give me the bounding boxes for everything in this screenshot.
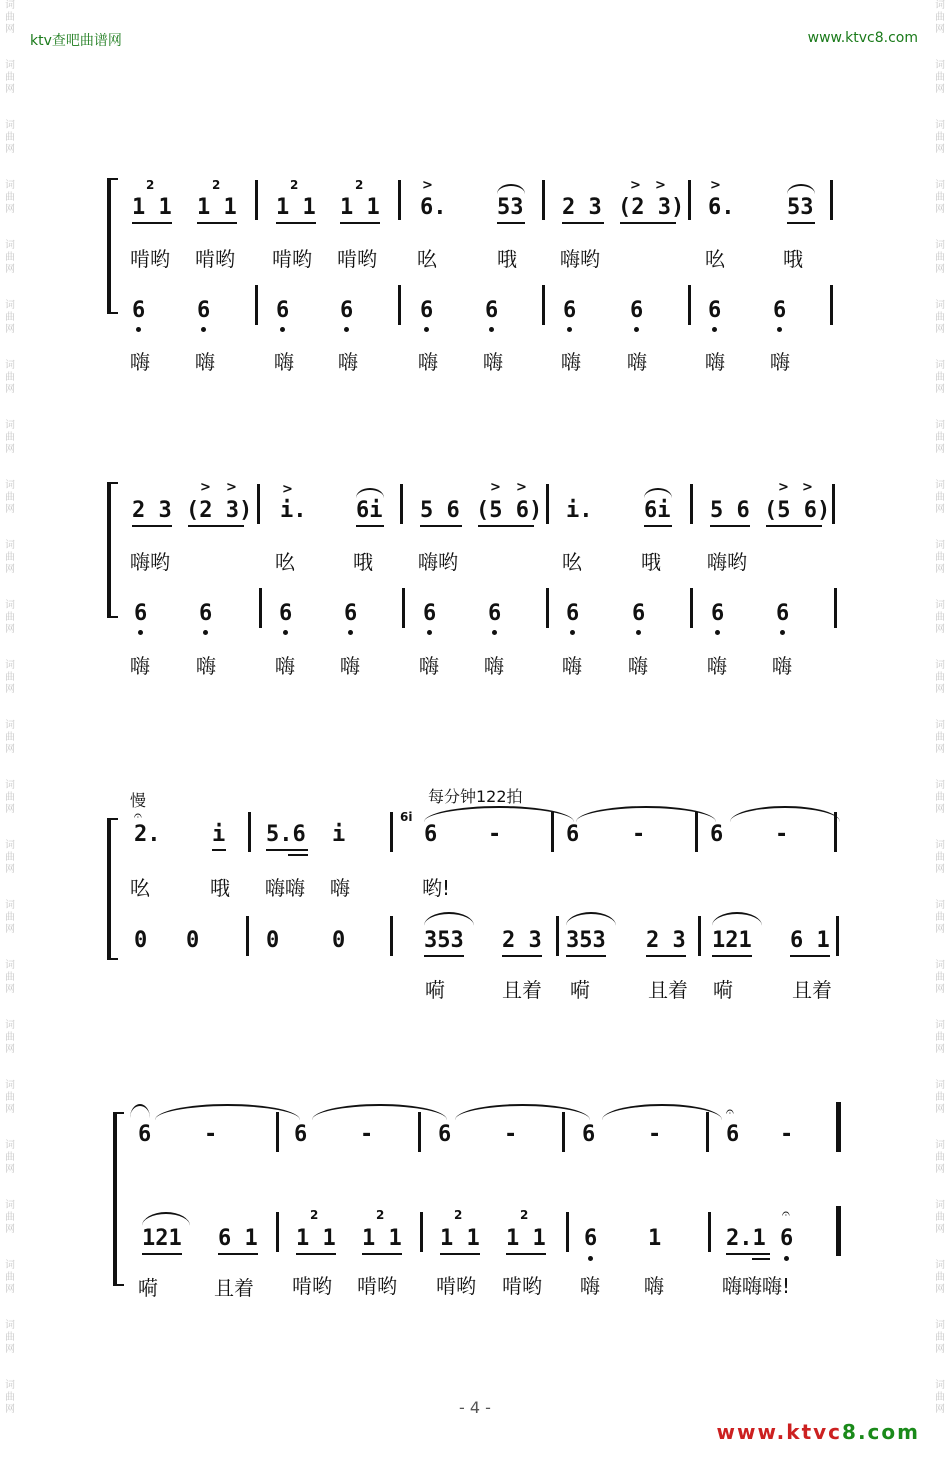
footer-logo-part2: 8.com — [842, 1420, 920, 1444]
lyric: 嗨 — [644, 1274, 664, 1298]
lyric: 且着 — [792, 978, 832, 1002]
final-barline — [836, 1206, 841, 1256]
lyric: 嗬 — [570, 978, 590, 1002]
tie — [602, 1104, 722, 1120]
watermark-text: 词曲网 — [935, 1320, 945, 1355]
note: 6 — [488, 601, 502, 626]
note: 53 — [787, 195, 814, 220]
note: 53 — [497, 195, 524, 220]
note: - — [360, 1122, 374, 1147]
note: 5 6 — [420, 498, 460, 523]
grace-note: 2 — [454, 1208, 463, 1222]
watermark-text: 词曲网 — [935, 300, 945, 335]
note: 1 1 — [276, 195, 316, 220]
note: 6 — [780, 1226, 794, 1251]
lyric: 嗨哟 — [130, 550, 170, 574]
note: 6 — [294, 1122, 308, 1147]
lyric: 嗨嗨嗨! — [722, 1274, 791, 1298]
note: 1 — [648, 1226, 662, 1251]
lyric: 嗬 — [138, 1276, 158, 1300]
note: 6 — [632, 601, 646, 626]
watermark-text: 词曲网 — [5, 720, 15, 755]
note: 5 6 — [710, 498, 750, 523]
watermark-text: 词曲网 — [5, 840, 15, 875]
lyric: 嗨 — [275, 654, 295, 678]
barline — [420, 1212, 423, 1252]
barline — [708, 1212, 711, 1252]
note: 1 1 — [296, 1226, 336, 1251]
lyric: 且着 — [648, 978, 688, 1002]
watermark-text: 词曲网 — [5, 1140, 15, 1175]
tempo-mark: 慢 — [130, 791, 147, 810]
grace-note: 2 — [146, 178, 155, 192]
grace-note: 2 — [290, 178, 299, 192]
lyric: 哦 — [641, 550, 661, 574]
lyric: 啃哟 — [357, 1274, 397, 1298]
watermark-text: 词曲网 — [5, 1200, 15, 1235]
note: (2 3) — [186, 498, 253, 523]
note: 6 — [563, 298, 577, 323]
tie — [130, 1104, 150, 1118]
accent-mark: > — [655, 178, 666, 193]
note: 6 — [708, 298, 722, 323]
note: 6 1 — [790, 928, 830, 953]
final-barline — [836, 1102, 841, 1152]
tie — [312, 1104, 447, 1120]
note: 1 1 — [440, 1226, 480, 1251]
note: 6 — [584, 1226, 598, 1251]
site-url[interactable]: www.ktvc8.com — [807, 30, 918, 46]
note: 121 — [712, 928, 752, 953]
watermark-text: 词曲网 — [935, 0, 945, 35]
lyric: 嗨哟 — [560, 247, 600, 271]
watermark-text: 词曲网 — [5, 300, 15, 335]
watermark-text: 词曲网 — [5, 420, 15, 455]
note: 6 — [420, 298, 434, 323]
lyric: 嗬 — [425, 978, 445, 1002]
note: 6. — [708, 195, 735, 220]
lyric: 嗨 — [483, 350, 503, 374]
note: 6 — [340, 298, 354, 323]
note: 6 — [424, 822, 438, 847]
lyric: 吆 — [417, 247, 437, 271]
note: i. — [566, 498, 593, 523]
watermark-text: 词曲网 — [935, 360, 945, 395]
note: 1 1 — [197, 195, 237, 220]
watermark-text: 词曲网 — [935, 1140, 945, 1175]
note: 2 3 — [646, 928, 686, 953]
site-name: ktv查吧曲谱网 — [30, 33, 122, 49]
grace-note: 2 — [355, 178, 364, 192]
note: 6 — [776, 601, 790, 626]
note: - — [780, 1122, 794, 1147]
accent-mark: > — [710, 178, 721, 193]
note: 6. — [420, 195, 447, 220]
watermark-text: 词曲网 — [5, 540, 15, 575]
note: 1 1 — [340, 195, 380, 220]
note: 0 — [332, 928, 346, 953]
lyric: 嗨 — [130, 654, 150, 678]
watermark-text: 词曲网 — [5, 780, 15, 815]
watermark-text: 词曲网 — [935, 720, 945, 755]
lyric: 吆 — [705, 247, 725, 271]
lyric: 嗨哟 — [418, 550, 458, 574]
note: 6 — [344, 601, 358, 626]
note: 0 — [134, 928, 148, 953]
low-octave-dot — [588, 1256, 593, 1261]
note: - — [504, 1122, 518, 1147]
note: 6 — [279, 601, 293, 626]
note: (5 6) — [476, 498, 543, 523]
note: 2 3 — [502, 928, 542, 953]
note: 2 3 — [562, 195, 602, 220]
lyric: 哦 — [783, 247, 803, 271]
note: 353 — [424, 928, 464, 953]
note: - — [648, 1122, 662, 1147]
underline — [218, 1253, 258, 1255]
underline — [752, 1258, 770, 1260]
lyric: 嗨 — [419, 654, 439, 678]
watermark-text: 词曲网 — [935, 120, 945, 155]
note: 6 — [566, 822, 580, 847]
note: (2 3) — [618, 195, 685, 220]
note: 6 — [134, 601, 148, 626]
note: 6 — [197, 298, 211, 323]
note: 353 — [566, 928, 606, 953]
watermark-text: 词曲网 — [935, 180, 945, 215]
fermata: 𝄐 — [726, 1104, 734, 1120]
lyric: 嗨 — [561, 350, 581, 374]
note: i — [332, 822, 346, 847]
underline — [362, 1253, 402, 1255]
watermark-text: 词曲网 — [5, 480, 15, 515]
lyric: 啃哟 — [195, 247, 235, 271]
note: 1 1 — [362, 1226, 402, 1251]
lyric: 啃哟 — [436, 1274, 476, 1298]
watermark-text: 词曲网 — [5, 600, 15, 635]
watermark-text: 词曲网 — [935, 1260, 945, 1295]
note: 6i — [356, 498, 383, 523]
lyric: 嗨 — [330, 876, 350, 900]
lyric: 啃哟 — [337, 247, 377, 271]
grace-note: 2 — [376, 1208, 385, 1222]
watermark-text: 词曲网 — [5, 240, 15, 275]
watermark-text: 词曲网 — [5, 120, 15, 155]
note: 6 — [423, 601, 437, 626]
note: 6 — [630, 298, 644, 323]
underline — [142, 1253, 182, 1255]
lyric: 啃哟 — [502, 1274, 542, 1298]
note: - — [775, 822, 789, 847]
accent-mark: > — [778, 480, 789, 495]
lyric: 吆 — [275, 550, 295, 574]
watermark-text: 词曲网 — [5, 1020, 15, 1055]
watermark-text: 词曲网 — [5, 900, 15, 935]
lyric: 嗨 — [196, 654, 216, 678]
lyric: 啃哟 — [130, 247, 170, 271]
note: 6 — [485, 298, 499, 323]
watermark-text: 词曲网 — [5, 1260, 15, 1295]
watermark-text: 词曲网 — [5, 1080, 15, 1115]
watermark-text: 词曲网 — [935, 780, 945, 815]
watermark-text: 词曲网 — [5, 360, 15, 395]
note: 121 — [142, 1226, 182, 1251]
note: 1 1 — [132, 195, 172, 220]
grace-note: 2 — [520, 1208, 529, 1222]
lyric: 嗨 — [195, 350, 215, 374]
watermark-text: 词曲网 — [5, 1320, 15, 1355]
lyric: 嗨嗨 — [265, 876, 305, 900]
note: 2 3 — [132, 498, 172, 523]
lyric: 且着 — [214, 1276, 254, 1300]
accent-mark: > — [226, 480, 237, 495]
fermata: 𝄐 — [782, 1206, 790, 1222]
note: 6 — [566, 601, 580, 626]
lyric: 哦 — [210, 876, 230, 900]
footer-logo-part1: www.ktvc — [716, 1420, 843, 1444]
grace-note: 6i — [400, 810, 413, 824]
lyric: 哦 — [497, 247, 517, 271]
lyric: 嗨 — [562, 654, 582, 678]
lyric: 吆 — [562, 550, 582, 574]
lyric: 啃哟 — [292, 1274, 332, 1298]
note: - — [488, 822, 502, 847]
lyric: 且着 — [502, 978, 542, 1002]
note: 6 — [711, 601, 725, 626]
lyric: 哟! — [422, 876, 451, 900]
lyric: 嗨 — [705, 350, 725, 374]
barline — [566, 1212, 569, 1252]
note: 6i — [644, 498, 671, 523]
accent-mark: > — [516, 480, 527, 495]
lyric: 嗨 — [580, 1274, 600, 1298]
watermark-text: 词曲网 — [935, 1080, 945, 1115]
watermark-text: 词曲网 — [5, 660, 15, 695]
lyric: 嗨 — [418, 350, 438, 374]
note: 6 — [726, 1122, 740, 1147]
lyric: 嗨 — [627, 350, 647, 374]
watermark-text: 词曲网 — [935, 660, 945, 695]
watermark-text: 词曲网 — [935, 900, 945, 935]
lyric: 吆 — [130, 876, 150, 900]
note: 0 — [266, 928, 280, 953]
note: i. — [280, 498, 307, 523]
watermark-text: 词曲网 — [5, 1380, 15, 1415]
low-octave-dot — [784, 1256, 789, 1261]
note: 6 — [132, 298, 146, 323]
barline — [276, 1212, 279, 1252]
note: 6 — [276, 298, 290, 323]
note: 5.6 — [266, 822, 306, 847]
tie — [155, 1104, 300, 1120]
lyric: 嗨 — [628, 654, 648, 678]
tempo-mark: 每分钟122拍 — [428, 787, 523, 806]
grace-note: 2 — [310, 1208, 319, 1222]
note: 6 1 — [218, 1226, 258, 1251]
lyric: 啃哟 — [272, 247, 312, 271]
note: - — [632, 822, 646, 847]
lyric: 嗨 — [274, 350, 294, 374]
note: 6 — [582, 1122, 596, 1147]
underline — [506, 1253, 546, 1255]
lyric: 嗨 — [772, 654, 792, 678]
watermark-text: 词曲网 — [935, 420, 945, 455]
watermark-text: 词曲网 — [935, 1380, 945, 1415]
watermark-text: 词曲网 — [935, 60, 945, 95]
lyric: 哦 — [353, 550, 373, 574]
page-number: - 4 - — [459, 1398, 491, 1417]
accent-mark: > — [630, 178, 641, 193]
watermark-text: 词曲网 — [935, 1020, 945, 1055]
note: 2. — [134, 822, 161, 847]
fermata: 𝄐 — [134, 808, 142, 824]
lyric: 嗨 — [338, 350, 358, 374]
watermark-text: 词曲网 — [935, 480, 945, 515]
watermark-text: 词曲网 — [935, 600, 945, 635]
lyric: 嗨 — [340, 654, 360, 678]
note: 6 — [710, 822, 724, 847]
note: 6 — [199, 601, 213, 626]
footer-logo[interactable] — [717, 1420, 920, 1444]
watermark-text: 词曲网 — [5, 60, 15, 95]
lyric: 嗨 — [707, 654, 727, 678]
lyric: 嗨 — [130, 350, 150, 374]
underline — [726, 1253, 770, 1255]
note: - — [204, 1122, 218, 1147]
note: i — [212, 822, 226, 847]
lyric: 嗨 — [770, 350, 790, 374]
note: 0 — [186, 928, 200, 953]
underline — [296, 1253, 336, 1255]
watermark-text: 词曲网 — [5, 960, 15, 995]
note: 2.1 — [726, 1226, 766, 1251]
tie — [455, 1104, 590, 1120]
note: (5 6) — [764, 498, 831, 523]
system-bracket — [113, 1112, 124, 1286]
accent-mark: > — [490, 480, 501, 495]
accent-mark: > — [200, 480, 211, 495]
note: 1 1 — [506, 1226, 546, 1251]
note: 6 — [773, 298, 787, 323]
note: 6 — [438, 1122, 452, 1147]
watermark-text: 词曲网 — [5, 180, 15, 215]
accent-mark: > — [802, 480, 813, 495]
watermark-text: 词曲网 — [5, 0, 15, 35]
note: 6 — [138, 1122, 152, 1147]
accent-mark: > — [422, 178, 433, 193]
watermark-text: 词曲网 — [935, 1200, 945, 1235]
lyric: 嗨 — [484, 654, 504, 678]
watermark-text: 词曲网 — [935, 540, 945, 575]
accent-mark: > — [282, 482, 293, 497]
grace-note: 2 — [212, 178, 221, 192]
watermark-text: 词曲网 — [935, 840, 945, 875]
lyric: 嗨哟 — [707, 550, 747, 574]
watermark-text: 词曲网 — [935, 960, 945, 995]
slur — [142, 1212, 190, 1226]
watermark-text: 词曲网 — [935, 240, 945, 275]
lyric: 嗬 — [713, 978, 733, 1002]
underline — [440, 1253, 480, 1255]
